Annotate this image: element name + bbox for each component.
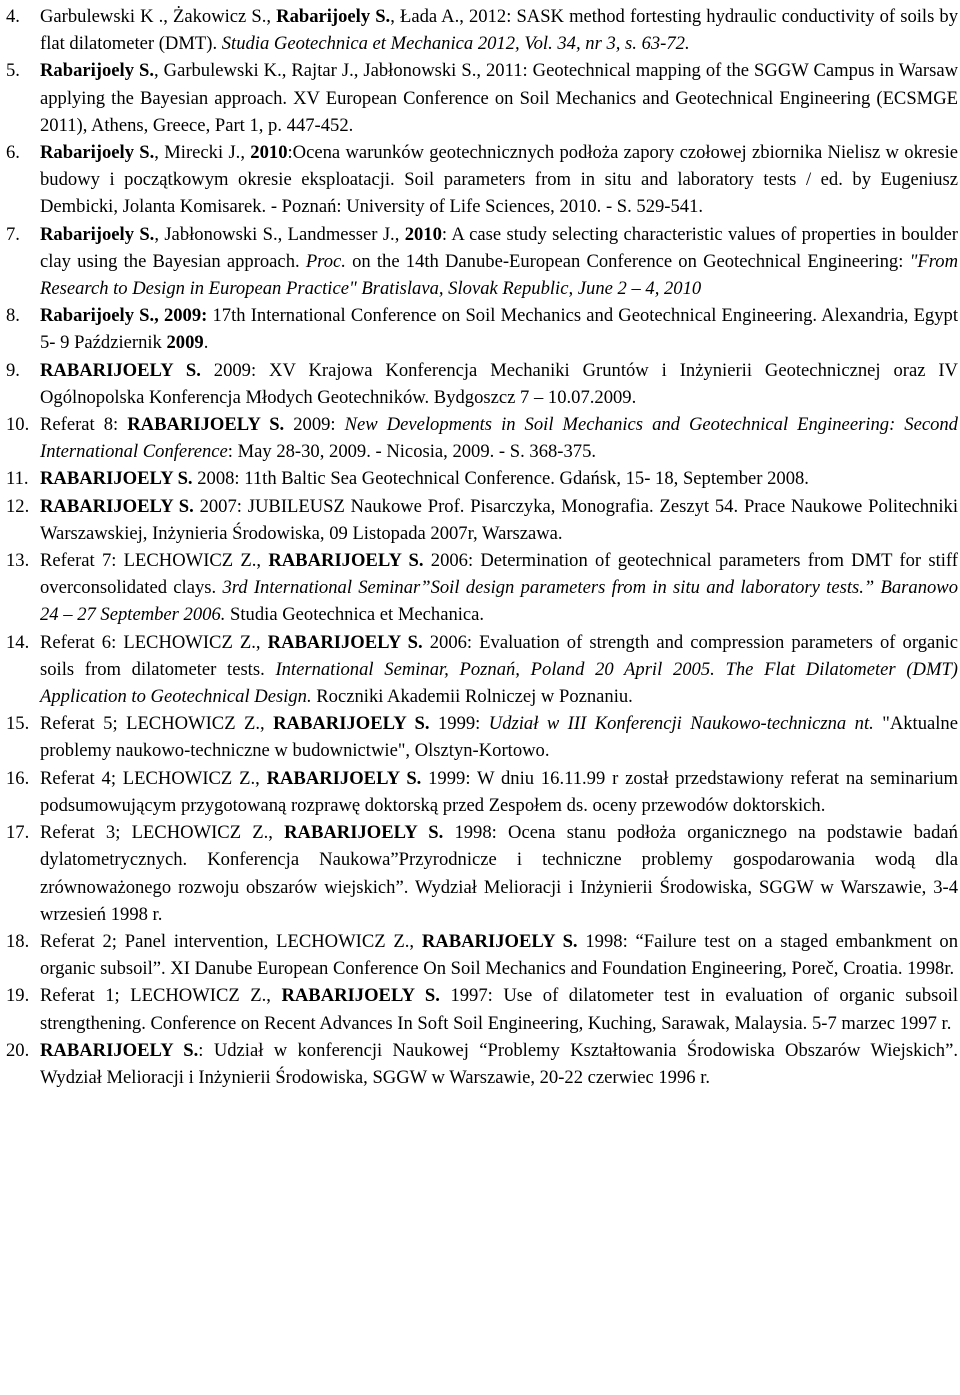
text-run: 17th International Conference on Soil Mechanics and Geotechnical Engineering. Alexandria, Egypt 5- 9 Październik <box>40 305 958 354</box>
reference-number: 12. <box>6 495 30 517</box>
reference-text <box>40 1037 958 1091</box>
reference-item <box>6 493 958 547</box>
reference-item <box>6 819 958 928</box>
bold-run: RABARIJOELY S. <box>127 414 285 436</box>
reference-number: 20. <box>6 1039 30 1061</box>
reference-text <box>40 411 958 465</box>
text-run: 2007: JUBILEUSZ Naukowe Prof. Pisarczyka, Monografia. Zeszyt 54. Prace Naukowe Politechniki Warszawskiej, Inżynieria Środowiska, 09 Listopada 2007r, Warszawa. <box>40 495 958 544</box>
text-run: :Ocena warunków geotechnicznych podłoża zapory czołowej zbiornika Nielisz w okresie budowy i początkowym okresie eksploatacji. Soil parameters from in situ and laboratory tests / ed. by Eugeniusz Dembicki, Jolanta Komisarek. - Poznań: University of Life Sciences, 2010. - S. 529-541. <box>40 142 958 218</box>
bold-run: RABARIJOELY S. <box>40 495 194 517</box>
reference-item <box>6 982 958 1036</box>
reference-text <box>40 493 958 547</box>
bold-run: RABARIJOELY S. <box>268 550 424 572</box>
text-run: on the 14th Danube-European Conference on Geotechnical Engineering: <box>345 250 910 272</box>
reference-number: 17. <box>6 822 30 844</box>
reference-text <box>40 3 958 57</box>
text-run: : A case study selecting characteristic values of properties in boulder clay using the Bayesian approach. <box>40 223 958 272</box>
text-run: . <box>203 332 209 354</box>
text-run: 1998: Ocena stanu podłoża organicznego na podstawie badań dylatometrycznych. Konferencja Naukowa”Przyrodnicze i techniczne problemy gospodarowania wodą dla zrównoważonego rozwoju obszarów wiejskich”. Wydział Melioracji i Inżynierii Środowiska, SGGW w Warszawie, 3-4 wrzesień 1998 r. <box>40 822 958 925</box>
reference-item <box>6 3 958 57</box>
reference-item <box>6 302 958 356</box>
text-run: 1999: W dniu 16.11.99 r został przedstawiony referat na seminarium podsumowującym przygotowaną rozprawę doktorską przed Zespołem ds. oceny przewodów doktorskich. <box>40 767 958 816</box>
text-run: Referat 5; LECHOWICZ Z., <box>40 713 274 735</box>
bold-run: RABARIJOELY S. <box>266 767 422 789</box>
bold-run: 2009 <box>166 332 204 354</box>
text-run: Referat 6: LECHOWICZ Z., <box>40 631 268 653</box>
italic-run: "From Research to Design in European Practice" Bratislava, Slovak Republic, June 2 – 4, 2010 <box>40 250 958 300</box>
reference-item <box>6 221 958 303</box>
bold-run: RABARIJOELY S. <box>267 631 423 653</box>
text-run: , Jabłonowski S., Landmesser J., <box>154 223 405 245</box>
bold-run: RABARIJOELY S. <box>40 359 201 381</box>
text-run: Garbulewski K ., Żakowicz S., <box>40 6 277 27</box>
text-run: Referat 3; LECHOWICZ Z., <box>40 822 285 844</box>
reference-item <box>6 1037 958 1091</box>
reference-text <box>40 139 958 221</box>
reference-number: 9. <box>6 359 20 381</box>
reference-number: 6. <box>6 142 20 164</box>
text-run: Referat 7: LECHOWICZ Z., <box>40 550 269 572</box>
bold-run: Rabarijoely S. <box>276 6 391 27</box>
reference-number: 15. <box>6 713 30 735</box>
reference-number: 13. <box>6 550 30 572</box>
bold-run: RABARIJOELY S. <box>40 468 193 490</box>
reference-text <box>40 465 958 492</box>
bold-run: Rabarijoely S. <box>40 142 155 164</box>
reference-number: 11. <box>6 468 29 490</box>
text-run: 2009: XV Krajowa Konferencja Mechaniki Gruntów i Inżynierii Geotechnicznej oraz IV Ogólnopolska Konferencja Młodych Geotechników. Bydgoszcz 7 – 10.07.2009. <box>40 359 958 408</box>
text-run: : May 28-30, 2009. - Nicosia, 2009. - S. 368-375. <box>227 441 597 463</box>
text-run: Referat 8: <box>40 414 128 436</box>
reference-text <box>40 57 958 139</box>
text-run: 2009: <box>284 414 345 436</box>
text-run: 2006: Determination of geotechnical parameters from DMT for stiff overconsolidated clays. <box>40 550 958 599</box>
text-run: Studia Geotechnica et Mechanica. <box>225 604 485 626</box>
reference-text <box>40 547 958 629</box>
reference-number: 14. <box>6 631 30 653</box>
bold-run: RABARIJOELY S. <box>284 822 444 844</box>
italic-run: International Seminar, Poznań, Poland 20 April 2005. The Flat Dilatometer (DMT) Application to Geotechnical Design. <box>40 658 958 708</box>
bold-run: Rabarijoely S., 2009: <box>40 305 208 327</box>
reference-item <box>6 357 958 411</box>
reference-text <box>40 765 958 819</box>
text-run: , Łada A., 2012: SASK method fortesting hydraulic conductivity of soils by flat dilatometer (DMT). <box>40 6 959 55</box>
reference-item <box>6 465 958 492</box>
reference-text <box>40 357 958 411</box>
reference-number: 8. <box>6 305 20 327</box>
reference-text <box>40 928 958 982</box>
text-run: , Garbulewski K., Rajtar J., Jabłonowski S., 2011: Geotechnical mapping of the SGGW Campus in Warsaw applying the Bayesian approach. XV European Conference on Soil Mechanics and Geotechnical Engineering (ECSMGE 2011), Athens, Greece, Part 1, p. 447-452. <box>40 60 958 136</box>
reference-item <box>6 411 958 465</box>
bold-run: RABARIJOELY S. <box>40 1039 199 1061</box>
reference-item <box>6 710 958 764</box>
reference-item <box>6 139 958 221</box>
reference-text <box>40 302 958 356</box>
bold-run: RABARIJOELY S. <box>421 930 578 952</box>
italic-run: 3rd International Seminar”Soil design parameters from in situ and laboratory tests.” Baranowo 24 – 27 September 2006. <box>40 577 958 626</box>
reference-number: 4. <box>6 6 20 27</box>
text-run: 1999: <box>429 713 489 735</box>
reference-number: 19. <box>6 985 30 1007</box>
italic-run: Studia Geotechnica et Mechanica 2012, Vol. 34, nr 3, s. 63-72. <box>221 33 690 55</box>
text-run: 2006: Evaluation of strength and compression parameters of organic soils from dilatometer tests. <box>40 631 958 680</box>
reference-text <box>40 710 958 764</box>
bold-run: RABARIJOELY S. <box>273 713 430 735</box>
bold-run: Rabarijoely S. <box>40 60 154 82</box>
italic-run: Udział w III Konferencji Naukowo-techniczna nt. <box>488 713 874 735</box>
reference-text <box>40 982 958 1036</box>
text-run: Roczniki Akademii Rolniczej w Poznaniu. <box>311 686 633 708</box>
text-run: Referat 2; Panel intervention, LECHOWICZ Z., <box>40 930 422 952</box>
reference-number: 16. <box>6 767 30 789</box>
bold-run: 2010 <box>404 223 442 245</box>
reference-text <box>40 629 958 711</box>
italic-run: New Developments in Soil Mechanics and Geotechnical Engineering: Second International Conference <box>40 414 958 463</box>
text-run: : Udział w konferencji Naukowej “Problemy Kształtowania Środowiska Obszarów Wiejskich”. Wydział Melioracji i Inżynierii Środowiska, SGGW w Warszawie, 20-22 czerwiec 1996 r. <box>40 1039 958 1088</box>
text-run: 1998: “Failure test on a staged embankment on organic subsoil”. XI Danube European Conference On Soil Mechanics and Foundation Engineering, Poreč, Croatia. 1998r. <box>40 930 958 980</box>
text-run: "Aktualne problemy naukowo-techniczne w budownictwie", Olsztyn-Kortowo. <box>40 713 958 762</box>
italic-run: Proc. <box>305 250 346 272</box>
text-run: Referat 1; LECHOWICZ Z., <box>40 985 282 1007</box>
bold-run: 2010 <box>250 142 288 164</box>
reference-number: 7. <box>6 223 20 245</box>
bold-run: Rabarijoely S. <box>40 223 155 245</box>
reference-number: 5. <box>6 60 20 82</box>
reference-item <box>6 629 958 711</box>
reference-item <box>6 547 958 629</box>
reference-item <box>6 57 958 139</box>
text-run: , Mirecki J., <box>154 142 251 164</box>
reference-item <box>6 765 958 819</box>
text-run: 1997: Use of dilatometer test in evaluation of organic subsoil strengthening. Conference on Recent Advances In Soft Soil Engineering, Kuching, Sarawak, Malaysia. 5-7 marzec 1997 r. <box>40 985 958 1034</box>
reference-item <box>6 928 958 982</box>
reference-number: 10. <box>6 414 30 436</box>
bold-run: RABARIJOELY S. <box>281 985 440 1007</box>
text-run: 2008: 11th Baltic Sea Geotechnical Conference. Gdańsk, 15- 18, September 2008. <box>192 468 809 490</box>
text-run: Referat 4; LECHOWICZ Z., <box>40 767 267 789</box>
reference-text <box>40 221 958 303</box>
reference-number: 18. <box>6 930 30 952</box>
reference-text <box>40 819 958 928</box>
